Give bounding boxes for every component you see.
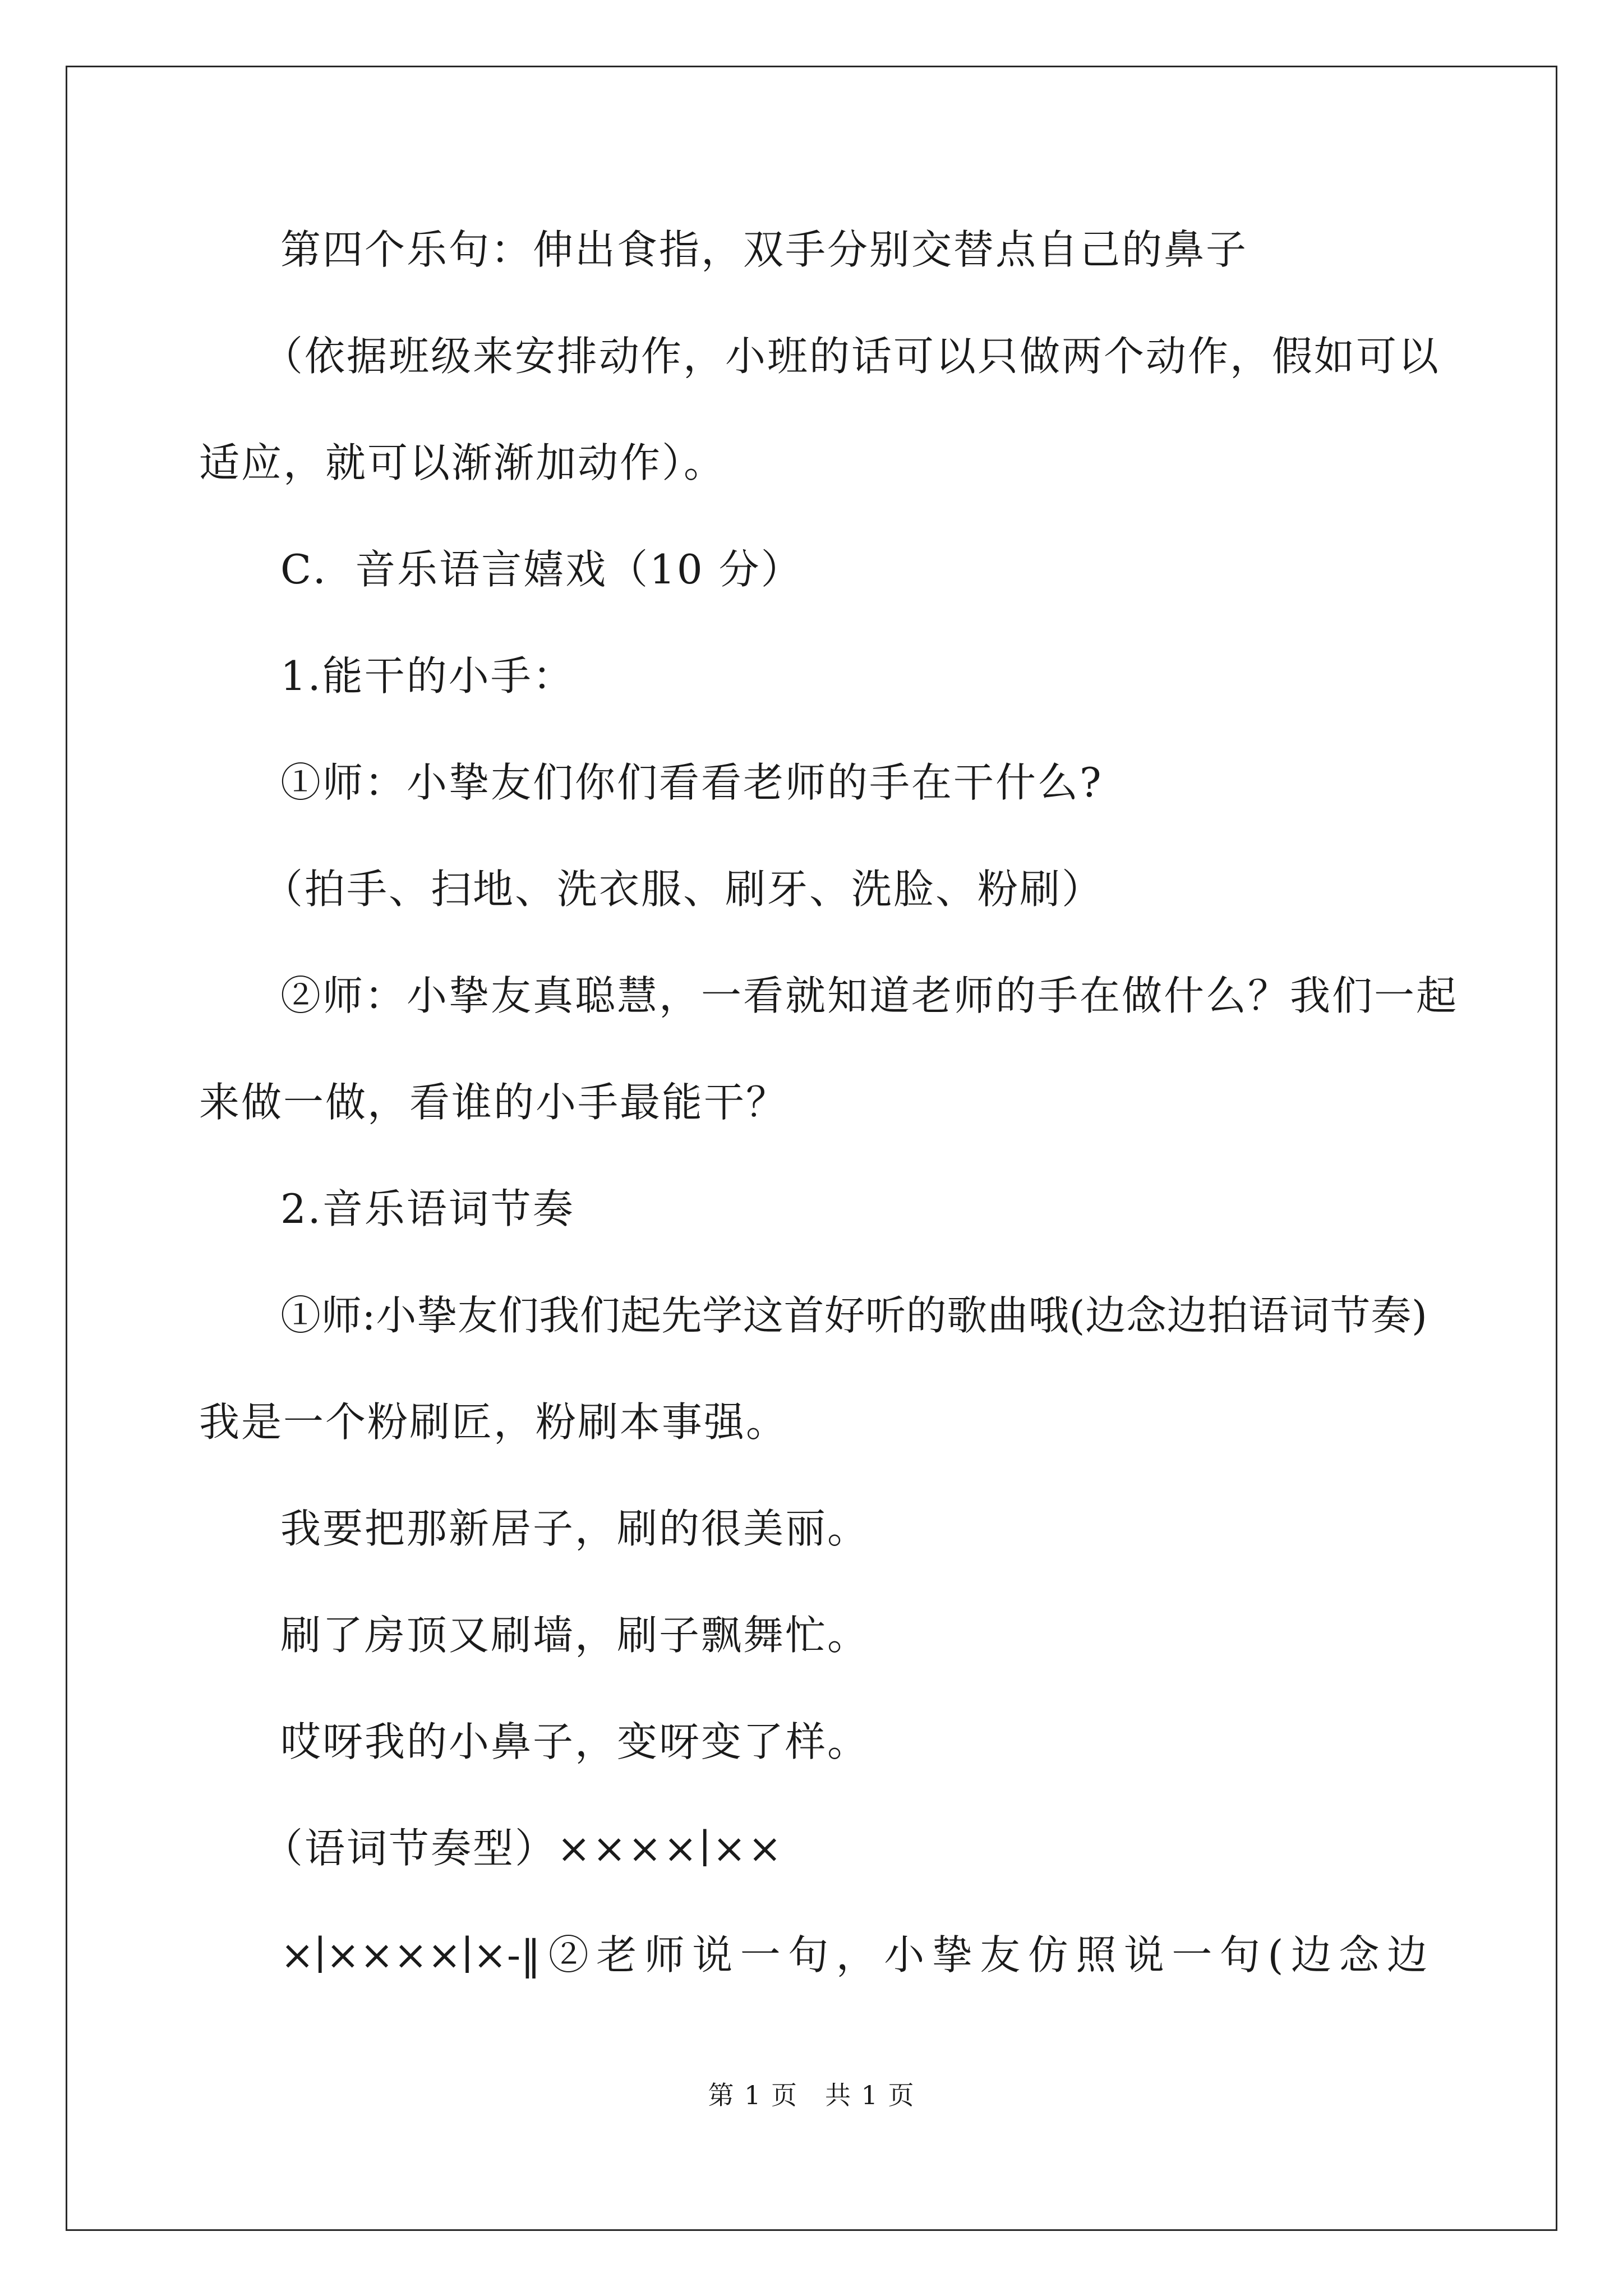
subsection-heading: 2.音乐语词节奏 (280, 1185, 575, 1232)
paragraph-line: 来做一做，看谁的小手最能干？ (199, 1079, 789, 1126)
paragraph-line: 适应，就可以渐渐加动作）。 (199, 439, 726, 486)
paragraph-line: ①师：小挚友们你们看看老师的手在干什么? (280, 759, 1103, 806)
rhythm-line: ×∣××××∣×-‖②老师说一句，小挚友仿照说一句(边念边 (280, 1931, 1427, 1978)
paragraph-line: ②师：小挚友真聪慧，一看就知道老师的手在做什么？我们一起 (280, 972, 1459, 1019)
lyric-line: 我要把那新居子，刷的很美丽。 (280, 1505, 870, 1552)
paragraph-line: 第四个乐句：伸出食指，双手分别交替点自己的鼻子 (280, 226, 1248, 273)
section-heading: C．音乐语言嬉戏（10 分） (280, 546, 803, 593)
paragraph-line: （拍手、扫地、洗衣服、刷牙、洗脸、粉刷） (262, 866, 1104, 913)
lyric-line: 刷了房顶又刷墙，刷子飘舞忙。 (280, 1612, 870, 1659)
lyric-line: 哎呀我的小鼻子，变呀变了样。 (280, 1718, 870, 1765)
page-border (66, 66, 1557, 2231)
lyric-line: 我是一个粉刷匠，粉刷本事强。 (199, 1398, 789, 1446)
paragraph-line: （依据班级来安排动作，小班的话可以只做两个动作，假如可以 (262, 333, 1441, 380)
rhythm-line: （语词节奏型）××××∣×× (262, 1825, 783, 1872)
subsection-heading: 1.能干的小手： (280, 652, 575, 700)
paragraph-line: ①师:小挚友们我们起先学这首好听的歌曲哦(边念边拍语词节奏) (280, 1292, 1427, 1339)
page-footer: 第 1 页 共 1 页 (708, 2080, 915, 2110)
